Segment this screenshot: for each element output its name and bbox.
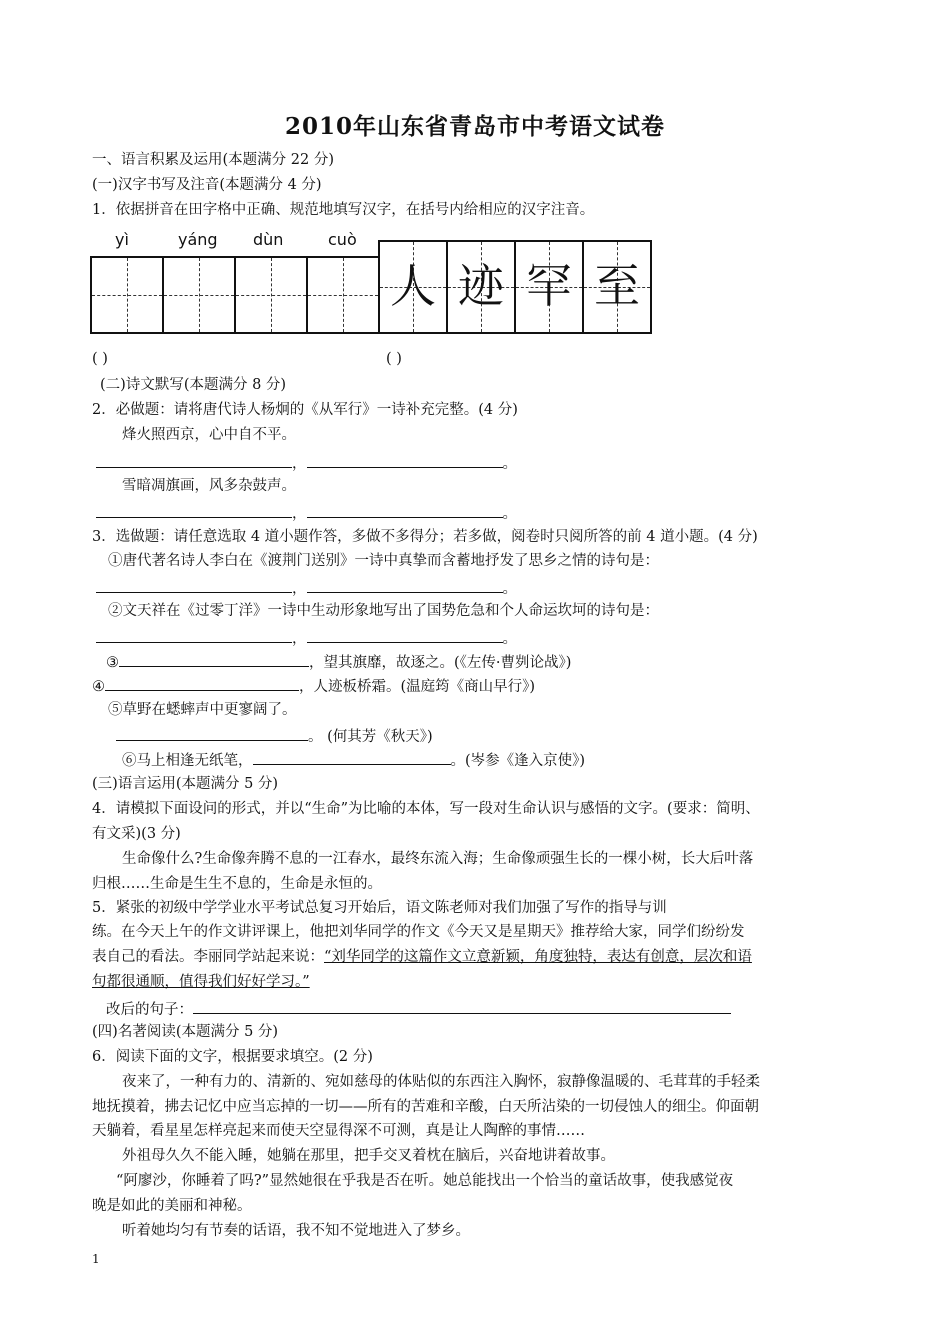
tianzige-cell [380, 242, 448, 332]
question-5-cont: 练。在今天上午的作文讲评课上，他把刘华同学的作文《今天又是星期天》推荐给大家，同学们纷纷发 [92, 924, 745, 940]
answer-blank[interactable] [96, 627, 292, 643]
reading-passage: 听着她均匀有节奏的话语，我不知不觉地进入了梦乡。 [122, 1223, 470, 1239]
answer-blank[interactable] [193, 998, 731, 1014]
section-heading: (三)语言运用(本题满分 5 分) [92, 776, 279, 792]
subquestion-text: 。(岑参《逢入京使》) [450, 753, 586, 769]
poem-line: 烽火照西京，心中自不平。 [122, 427, 296, 443]
reading-passage: 晚是如此的美丽和神秘。 [92, 1198, 252, 1214]
part-heading: 一、语言积累及运用(本题满分 22 分) [92, 152, 334, 168]
subquestion [116, 725, 433, 747]
question-1: 1．依据拼音在田字格中正确、规范地填写汉字，在括号内给相应的汉字注音。 [92, 202, 595, 218]
tianzige-grid-write [90, 256, 380, 334]
revised-label: 改后的句子： [106, 1002, 193, 1018]
question-6: 6．阅读下面的文字，根据要求填空。(2 分) [92, 1049, 373, 1065]
handwritten-char: 罕 [526, 259, 572, 313]
comma: ， [292, 506, 307, 522]
section-heading: (四)名著阅读(本题满分 5 分) [92, 1024, 279, 1040]
pinyin-answer-paren[interactable]: ( ) [92, 351, 108, 367]
comma: ， [292, 456, 307, 472]
answer-blank[interactable] [96, 452, 292, 468]
subquestion-text: 。 (何其芳《秋天》) [308, 729, 433, 745]
tianzige-cell [516, 242, 584, 332]
item-marker: ③ [106, 655, 119, 671]
tianzige-cell[interactable] [236, 258, 308, 332]
revised-sentence-line [106, 998, 731, 1020]
question-4-cont: 有文采)(3 分) [92, 826, 181, 842]
tianzige-cell[interactable] [92, 258, 164, 332]
answer-blank[interactable] [116, 725, 308, 741]
reading-passage: 夜来了，一种有力的、清新的、宛如慈母的体贴似的东西注入胸怀，寂静像温暖的、毛茸茸的手轻柔 [122, 1074, 760, 1090]
answer-blank[interactable] [307, 502, 503, 518]
answer-blank[interactable] [96, 502, 292, 518]
answer-line [96, 452, 517, 474]
underlined-sentence: “刘华同学的这篇作文立意新颖，角度独特，表达有创意，层次和语 [324, 949, 752, 965]
pinyin-2: yáng [178, 230, 218, 249]
handwritten-char: 至 [594, 259, 640, 313]
period: 。 [502, 631, 517, 647]
question-text: 表自己的看法。李丽同学站起来说： [92, 949, 324, 965]
item-marker: ④ [92, 679, 105, 695]
subquestion: ⑤草野在蟋蟀声中更寥阔了。 [108, 702, 297, 718]
question-5: 5．紧张的初级中学学业水平考试总复习开始后，语文陈老师对我们加强了写作的指导与训 [92, 900, 667, 916]
tianzige-cell [584, 242, 650, 332]
example-text: 归根……生命是生生不息的，生命是永恒的。 [92, 876, 382, 892]
subquestion-text: ，人迹板桥霜。(温庭筠《商山早行》) [299, 679, 536, 695]
example-text: 生命像什么?生命像奔腾不息的一江春水，最终东流入海；生命像顽强生长的一棵小树，长大后叶落 [122, 851, 754, 867]
period: 。 [502, 506, 517, 522]
page-title: 2010年山东省青岛市中考语文试卷 [284, 113, 665, 140]
handwritten-char: 人 [390, 259, 436, 313]
subquestion: ②文天祥在《过零丁洋》一诗中生动形象地写出了国势危急和个人命运坎坷的诗句是： [108, 603, 659, 619]
answer-blank[interactable] [307, 452, 503, 468]
subquestion [122, 749, 585, 771]
reading-passage: 天躺着，看星星怎样亮起来而使天空显得深不可测，真是让人陶醉的事情…… [92, 1123, 585, 1139]
period: 。 [502, 456, 517, 472]
reading-passage: 外祖母久久不能入睡，她躺在那里，把手交叉着枕在脑后，兴奋地讲着故事。 [122, 1148, 615, 1164]
subquestion [106, 651, 571, 673]
answer-line [96, 502, 517, 524]
reading-passage: 地抚摸着，拂去记忆中应当忘掉的一切——所有的苦难和辛酸，白天所沾染的一切侵蚀人的细尘。仰面朝 [92, 1099, 759, 1115]
question-5-cont [92, 972, 310, 992]
section-heading: (一)汉字书写及注音(本题满分 4 分) [92, 177, 322, 193]
pinyin-3: dùn [253, 230, 284, 249]
comma: ， [292, 631, 307, 647]
tianzige-cell[interactable] [164, 258, 236, 332]
tianzige-cell [448, 242, 516, 332]
answer-blank[interactable] [105, 675, 299, 691]
answer-blank[interactable] [119, 651, 309, 667]
page-number: 1 [92, 1252, 100, 1266]
underlined-sentence: 句都很通顺，值得我们好好学习。” [92, 974, 310, 990]
question-3: 3．选做题：请任意选取 4 道小题作答，多做不多得分；若多做，阅卷时只阅所答的前 4 道小题。(4 分) [92, 529, 758, 545]
answer-line [96, 577, 517, 599]
answer-blank[interactable] [253, 749, 451, 765]
subquestion: ①唐代著名诗人李白在《渡荆门送别》一诗中真挚而含蓄地抒发了思乡之情的诗句是： [108, 553, 659, 569]
tianzige-cell[interactable] [308, 258, 378, 332]
section-heading: (二)诗文默写(本题满分 8 分) [100, 377, 287, 393]
comma: ， [292, 581, 307, 597]
subquestion [92, 675, 535, 697]
reading-passage: “阿廖沙，你睡着了吗?”显然她很在乎我是否在听。她总能找出一个恰当的童话故事，使我感觉夜 [116, 1173, 734, 1189]
answer-line [96, 627, 517, 649]
answer-blank[interactable] [96, 577, 292, 593]
answer-blank[interactable] [307, 577, 503, 593]
tianzige-grid-chars [378, 240, 652, 334]
subquestion-text: ，望其旗靡，故逐之。(《左传·曹刿论战》) [309, 655, 572, 671]
handwritten-char: 迹 [458, 259, 504, 313]
question-2: 2．必做题：请将唐代诗人杨炯的《从军行》一诗补充完整。(4 分) [92, 402, 518, 418]
pinyin-answer-paren[interactable]: ( ) [386, 351, 402, 367]
pinyin-1: yì [115, 230, 129, 249]
pinyin-4: cuò [328, 230, 357, 249]
period: 。 [502, 581, 517, 597]
answer-blank[interactable] [307, 627, 503, 643]
question-4: 4．请模拟下面设问的形式，并以“生命”为比喻的本体，写一段对生命认识与感悟的文字。(要求：简明、 [92, 801, 760, 817]
poem-line: 雪暗凋旗画，风多杂鼓声。 [122, 478, 296, 494]
question-5-cont [92, 947, 752, 967]
subquestion-text: ⑥马上相逢无纸笔， [122, 753, 253, 769]
